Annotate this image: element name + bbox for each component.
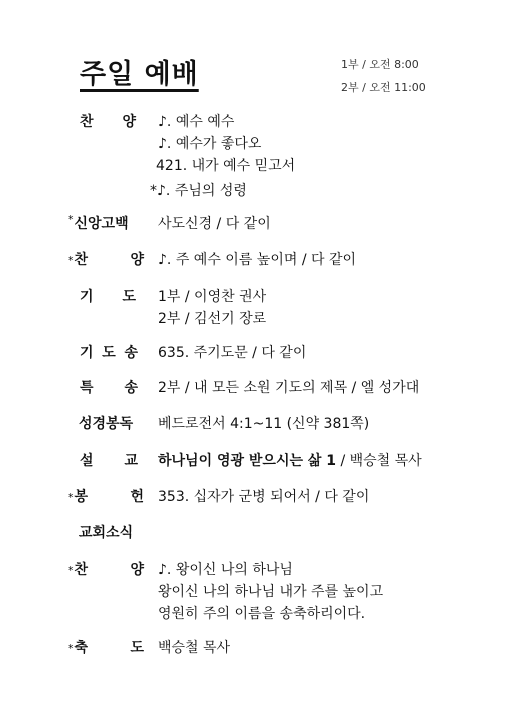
order-content: 2부 / 내 모든 소원 기도의 제목 / 엘 성가대	[158, 380, 420, 396]
order-content: ♪. 왕이신 나의 하나님 왕이신 나의 하나님 내가 주를 높이고 영원히 주의 이름을 송축하리이다.	[158, 562, 384, 622]
order-label: 설 교	[80, 453, 138, 469]
order-content: 1부 / 이영찬 권사 2부 / 김선기 장로	[158, 289, 267, 327]
order-label: 특 송	[80, 380, 138, 396]
order-content: 사도신경 / 다 같이	[158, 216, 271, 232]
order-label: * 신앙고백	[68, 213, 129, 232]
order-content: 635. 주기도문 / 다 같이	[158, 345, 307, 361]
order-label: *찬 양	[68, 562, 144, 578]
order-content	[158, 450, 422, 472]
page-title: 주일 예배	[80, 59, 199, 90]
sermon-title: 하나님이 영광 받으시는 삶 1	[158, 453, 337, 469]
order-content: 353. 십자가 군병 되어서 / 다 같이	[158, 489, 370, 505]
order-label: 기 도	[80, 289, 136, 305]
order-content: ♪. 예수 예수 ♪. 예수가 좋다오 421. 내가 예수 믿고서 *♪. 주님의 성령	[150, 114, 296, 199]
order-content: ♪. 주 예수 이름 높이며 / 다 같이	[158, 252, 357, 268]
order-label: *봉 헌	[68, 489, 144, 505]
order-content: 백승철 목사	[158, 640, 231, 656]
order-label: *찬 양	[68, 252, 144, 268]
order-content: 베드로전서 4:1~11 (신약 381쪽)	[158, 416, 370, 432]
order-label: *축 도	[68, 640, 144, 656]
order-label: 성경봉독	[79, 416, 134, 432]
order-label: 찬 양	[80, 114, 136, 130]
service-time-2: 2부 / 오전 11:00	[341, 81, 426, 94]
sermon-preacher: / 백승철 목사	[336, 453, 422, 469]
order-label: 기 도 송	[80, 345, 138, 361]
order-label: 교회소식	[79, 525, 134, 541]
service-time-1: 1부 / 오전 8:00	[341, 58, 419, 71]
